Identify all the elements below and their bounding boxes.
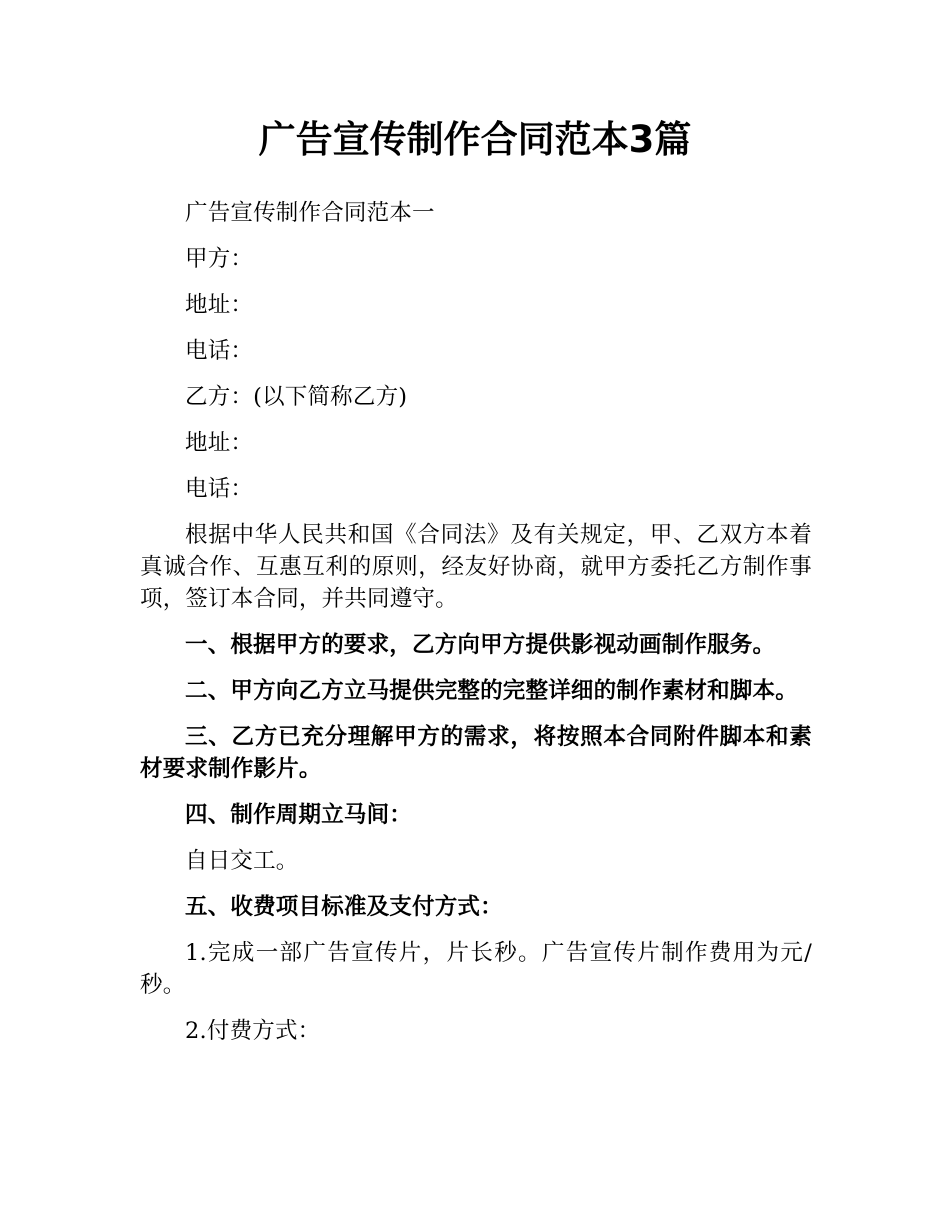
paragraph-contract-heading: 广告宣传制作合同范本一 <box>185 200 435 226</box>
clause-2: 二、甲方向乙方立马提供完整的完整详细的制作素材和脚本。 <box>185 678 798 704</box>
paragraph-party-a: 甲方： <box>185 246 254 272</box>
paragraph-party-b: 乙方：(以下简称乙方) <box>185 384 408 410</box>
clause-5: 五、收费项目标准及支付方式： <box>185 894 503 920</box>
document-body <box>140 197 812 1061</box>
clause-5-item-1: 1.完成一部广告宣传片，片长秒。广告宣传片制作费用为元/秒。 <box>140 940 812 998</box>
paragraph-preamble: 根据中华人民共和国《合同法》及有关规定，甲、乙双方本着真诚合作、互惠互利的原则，经友好协商，就甲方委托乙方制作事项，签订本合同，并共同遵守。 <box>140 522 812 612</box>
clause-4: 四、制作周期立马间： <box>185 802 413 828</box>
paragraph-party-a-address: 地址： <box>185 292 254 318</box>
document-title: 广告宣传制作合同范本3篇 <box>258 118 692 161</box>
clause-3: 三、乙方已充分理解甲方的需求，将按照本合同附件脚本和素材要求制作影片。 <box>140 724 812 782</box>
paragraph-party-b-phone: 电话： <box>185 476 254 502</box>
clause-5-item-2: 2.付费方式： <box>185 1018 321 1044</box>
clause-4-detail: 自日交工。 <box>185 848 299 874</box>
paragraph-party-b-address: 地址： <box>185 430 254 456</box>
clause-1: 一、根据甲方的要求，乙方向甲方提供影视动画制作服务。 <box>185 632 776 658</box>
paragraph-party-a-phone: 电话： <box>185 338 254 364</box>
